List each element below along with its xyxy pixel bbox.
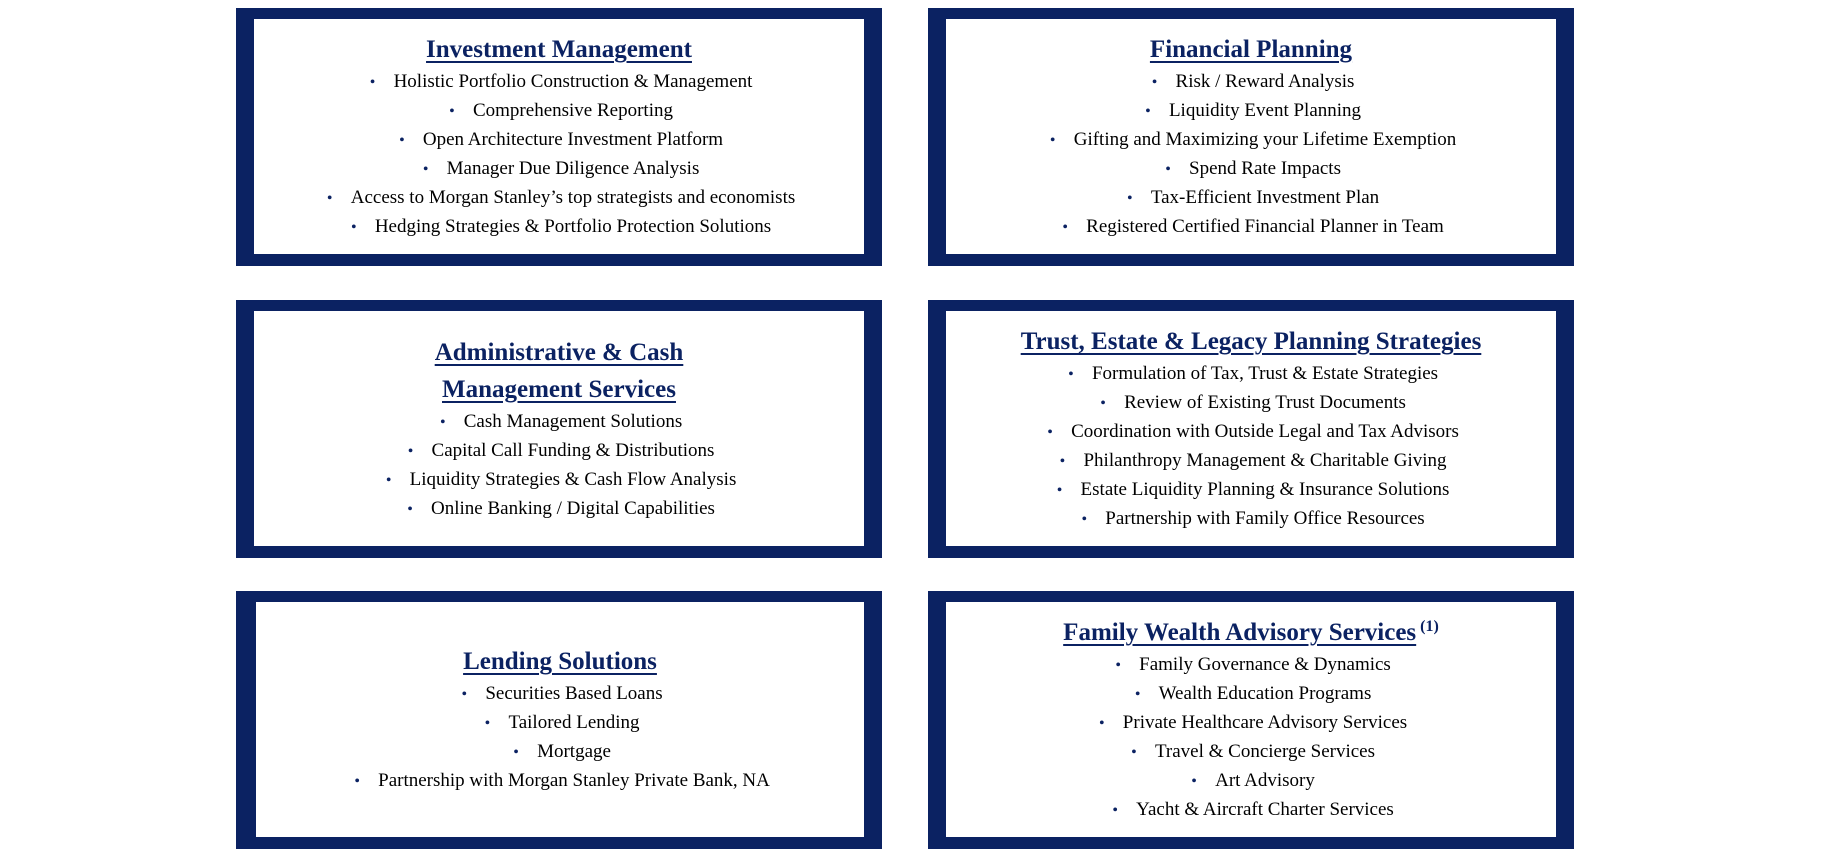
list-item: • Review of Existing Trust Documents: [1043, 389, 1459, 418]
family-wealth-advisory-panel: [928, 591, 1574, 849]
list-item: • Yacht & Aircraft Charter Services: [1095, 796, 1407, 825]
list-item: • Philanthropy Management & Charitable Giving: [1043, 447, 1459, 476]
list-item: • Partnership with Family Office Resources: [1043, 505, 1459, 534]
bullet-icon: •: [1165, 161, 1171, 178]
list-item: • Formulation of Tax, Trust & Estate Strategies: [1043, 360, 1459, 389]
panel-title-line-2: Management Services: [442, 375, 676, 403]
panel-title: [463, 643, 657, 680]
list-item: • Art Advisory: [1095, 767, 1407, 796]
bullet-icon: •: [1145, 103, 1151, 120]
bullet-icon: •: [1081, 511, 1088, 528]
list-item: • Coordination with Outside Legal and Tax Advisors: [1043, 418, 1459, 447]
list-item: • Liquidity Event Planning: [1046, 97, 1457, 126]
list-item: • Securities Based Loans: [350, 680, 770, 709]
list-item: • Registered Certified Financial Planner in Team: [1046, 213, 1457, 242]
bullet-icon: •: [326, 190, 333, 207]
bullet-icon: •: [407, 442, 414, 460]
investment-management-panel: [236, 8, 882, 266]
bullet-icon: •: [513, 744, 519, 761]
list-item: • Risk / Reward Analysis: [1046, 68, 1457, 97]
bullet-icon: •: [1068, 366, 1074, 383]
bullet-icon: •: [1127, 190, 1133, 207]
bullet-icon: •: [1049, 132, 1056, 149]
bullet-icon: •: [1115, 657, 1121, 674]
panel-title: [1021, 323, 1482, 360]
list-item: • Travel & Concierge Services: [1095, 738, 1407, 767]
bullet-list: [1043, 360, 1459, 534]
bullet-icon: •: [354, 773, 360, 790]
panel-title: [435, 334, 684, 408]
bullet-icon: •: [369, 74, 376, 91]
bullet-icon: •: [351, 219, 357, 236]
list-item: • Holistic Portfolio Construction & Management: [323, 68, 796, 97]
list-item: • Online Banking / Digital Capabilities: [382, 495, 737, 524]
panel-title-line-1: Administrative & Cash: [434, 338, 684, 366]
bullet-icon: •: [484, 715, 491, 732]
bullet-icon: •: [385, 471, 392, 489]
bullet-list: [382, 408, 737, 524]
bullet-icon: •: [407, 500, 413, 518]
lending-solutions-panel: [236, 591, 882, 849]
panel-title-text: Trust, Estate & Legacy Planning Strategies: [1020, 328, 1482, 355]
list-item: • Spend Rate Impacts: [1046, 155, 1457, 184]
list-item: • Estate Liquidity Planning & Insurance Solutions: [1043, 476, 1459, 505]
bullet-list: [323, 68, 796, 242]
bullet-icon: •: [1134, 686, 1141, 703]
list-item: • Capital Call Funding & Distributions: [382, 437, 737, 466]
panel-title-text: Family Wealth Advisory Services: [1063, 619, 1417, 646]
panel-title-text: Lending Solutions: [463, 648, 657, 675]
list-item: • Private Healthcare Advisory Services: [1095, 709, 1407, 738]
panel-title-text: Investment Management: [426, 36, 692, 63]
list-item: • Wealth Education Programs: [1095, 680, 1407, 709]
administrative-cash-management-panel: [236, 300, 882, 558]
list-item: • Mortgage: [350, 738, 770, 767]
panel-title: Family Wealth Advisory Services (1): [1063, 617, 1439, 646]
list-item: • Hedging Strategies & Portfolio Protection Solutions: [323, 213, 796, 242]
list-item: • Comprehensive Reporting: [323, 97, 796, 126]
bullet-icon: •: [1059, 453, 1066, 470]
financial-planning-panel: [928, 8, 1574, 266]
bullet-icon: •: [439, 413, 446, 431]
list-item: • Partnership with Morgan Stanley Private Bank, NA: [350, 767, 770, 796]
bullet-icon: •: [1112, 802, 1118, 819]
panel-title: [1150, 31, 1352, 68]
panel-title: [426, 31, 692, 68]
bullet-icon: •: [422, 161, 429, 178]
list-item: • Tailored Lending: [350, 709, 770, 738]
list-item: • Manager Due Diligence Analysis: [323, 155, 796, 184]
list-item: • Liquidity Strategies & Cash Flow Analysis: [382, 466, 737, 495]
bullet-icon: •: [461, 686, 468, 703]
bullet-icon: •: [1098, 715, 1105, 732]
panel-title-text: Financial Planning: [1149, 36, 1353, 63]
bullet-icon: •: [1062, 219, 1068, 236]
bullet-list: [1046, 68, 1457, 242]
list-item: • Gifting and Maximizing your Lifetime Exemption: [1046, 126, 1457, 155]
list-item: • Tax-Efficient Investment Plan: [1046, 184, 1457, 213]
bullet-icon: •: [1131, 744, 1137, 761]
bullet-icon: •: [1151, 74, 1158, 91]
bullet-icon: •: [1047, 424, 1053, 441]
list-item: • Open Architecture Investment Platform: [323, 126, 796, 155]
bullet-list: [1095, 651, 1407, 825]
bullet-icon: •: [449, 103, 455, 120]
bullet-icon: •: [1191, 773, 1197, 790]
list-item: • Cash Management Solutions: [382, 408, 737, 437]
bullet-icon: •: [399, 132, 405, 149]
trust-estate-legacy-panel: [928, 300, 1574, 558]
bullet-icon: •: [1056, 482, 1063, 499]
list-item: • Family Governance & Dynamics: [1095, 651, 1407, 680]
bullet-icon: •: [1100, 395, 1106, 412]
bullet-list: [350, 680, 770, 796]
list-item: • Access to Morgan Stanley’s top strategists and economists: [323, 184, 796, 213]
